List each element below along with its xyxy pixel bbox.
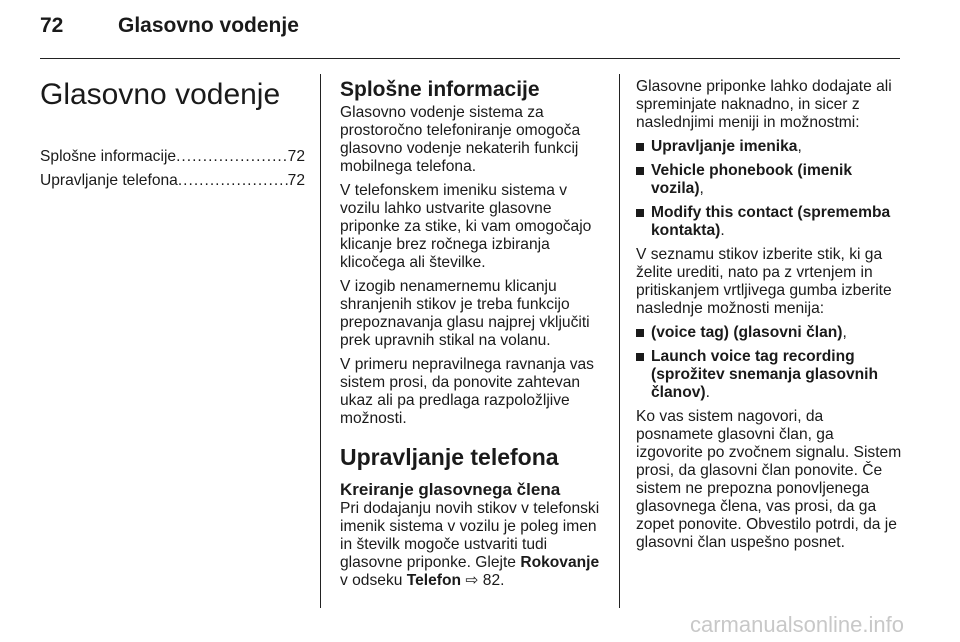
column-divider-1 (320, 74, 321, 608)
list-item: Upravljanje imenika, (636, 138, 904, 156)
toc-entry[interactable] (40, 172, 305, 190)
toc-leader (178, 172, 288, 190)
column-1 (40, 78, 305, 196)
list-item: Launch voice tag recording (sprožitev snemanja glasovnih članov). (636, 348, 904, 402)
paragraph: Ko vas sistem nagovori, da posnamete glasovni član, ga izgovorite po zvočnem signalu. Sistem prosi, da glasovni član ponovite. Če sistem ne prepozna ponovljenega glasovnega člena, vas prosi, da ga zopet ponovite. Obvestilo potrdi, da je glasovni član uspešno posnet. (636, 408, 902, 551)
page-reference[interactable]: ⇨ 82. (461, 572, 505, 589)
options-list (636, 324, 904, 402)
paragraph: V izogib nenamernemu klicanju shranjenih stikov je treba funkcijo prepoznavanja glasu najprej vključiti prek upravnih stikal na volanu. (340, 278, 590, 349)
paragraph: Glasovno vodenje sistema za prostoročno telefoniranje omogoča glasovno vodenje nekaterih funkcij mobilnega telefona. (340, 104, 581, 175)
paragraph (340, 500, 605, 590)
section-heading-phone: Upravljanje telefona (340, 444, 559, 470)
header-rule (40, 58, 900, 59)
list-item: Vehicle phonebook (imenik vozila), (636, 162, 904, 198)
column-3 (636, 78, 904, 558)
menu-item-label: Upravljanje imenika (651, 138, 798, 155)
column-2 (340, 78, 605, 596)
chapter-title: Glasovno vodenje (40, 78, 281, 111)
column-divider-2 (619, 74, 620, 608)
section-heading-general: Splošne informacije (340, 78, 540, 101)
paragraph: Glasovne priponke lahko dodajate ali spreminjate naknadno, in sicer z naslednjimi meniji in možnostmi: (636, 78, 892, 131)
link-telefon[interactable]: Telefon (406, 572, 462, 589)
toc-label: Upravljanje telefona (40, 172, 178, 189)
paragraph: V primeru nepravilnega ravnanja vas sistem prosi, da ponovite zahtevan ukaz ali pa predlaga razpoložljive možnosti. (340, 356, 594, 427)
subheading-voice-tag: Kreiranje glasovnega člena (340, 480, 561, 499)
paragraph-text: v odseku (340, 572, 407, 589)
list-item: Modify this contact (sprememba kontakta). (636, 204, 904, 240)
list-item: (voice tag) (glasovni član), (636, 324, 904, 342)
menu-list (636, 138, 904, 240)
toc-page: 72 (287, 172, 305, 189)
toc-label: Splošne informacije (40, 148, 177, 165)
toc-page: 72 (287, 148, 305, 165)
menu-item-label: Modify this contact (sprememba kontakta) (651, 204, 891, 239)
option-label: (voice tag) (glasovni član) (651, 324, 843, 341)
page-number: 72 (40, 14, 64, 37)
toc-entry[interactable] (40, 148, 305, 166)
paragraph: V telefonskem imeniku sistema v vozilu lahko ustvarite glasovne priponke za stike, ki vam omogočajo klicanje brez ročnega izbiranja klicočega ali številke. (340, 182, 592, 271)
running-title: Glasovno vodenje (118, 14, 299, 37)
link-rokovanje[interactable]: Rokovanje (520, 554, 600, 571)
page-header (40, 14, 299, 38)
option-label: Launch voice tag recording (sprožitev snemanja glasovnih članov) (651, 348, 879, 401)
menu-item-label: Vehicle phonebook (imenik vozila) (651, 162, 853, 197)
watermark: carmanualsonline.info (689, 612, 904, 637)
paragraph: V seznamu stikov izberite stik, ki ga želite urediti, nato pa z vrtenjem in pritiskanjem vrtljivega gumba izberite naslednje možnosti menija: (636, 246, 892, 317)
paragraph-text: Pri dodajanju novih stikov v telefonski imenik sistema v vozilu je poleg imen in številk mogoče ustvariti tudi glasovne priponke. Glejte (340, 500, 600, 571)
toc-leader (176, 148, 288, 166)
